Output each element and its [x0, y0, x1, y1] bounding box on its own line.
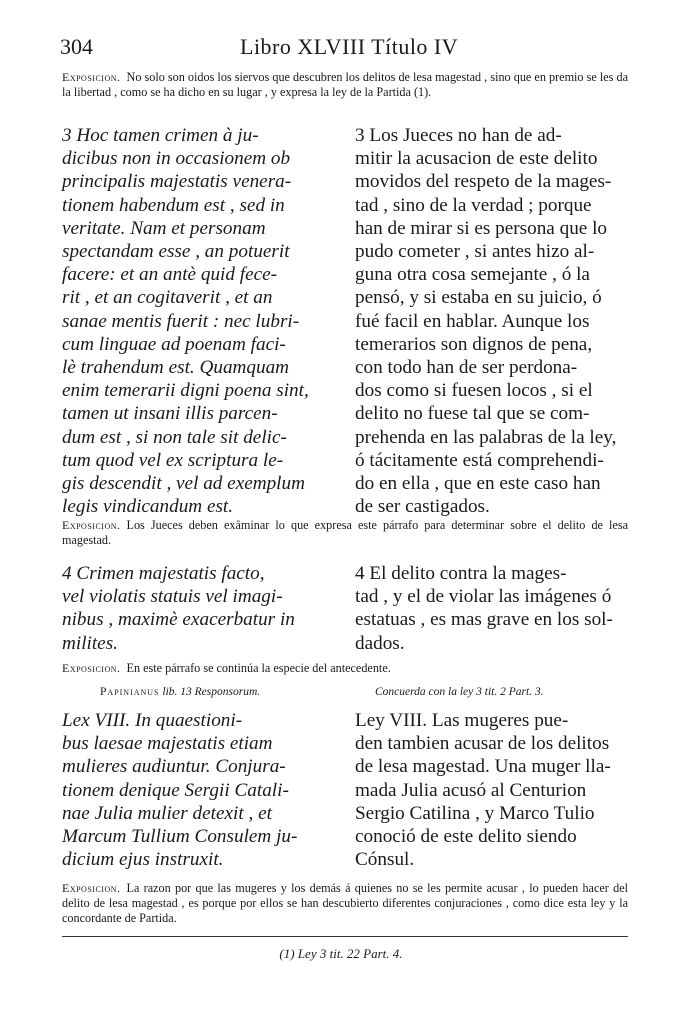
latin-line: principalis majestatis venera- — [62, 171, 292, 193]
latin-line: spectandam esse , an potuerit — [62, 241, 290, 263]
latin-line: tionem habendum est , sed in — [62, 194, 285, 216]
latin-paragraph-4 — [62, 562, 334, 655]
latin-line: tamen ut insani illis parcen- — [62, 403, 278, 425]
footnote: (1) Ley 3 tit. 22 Part. 4. — [279, 946, 403, 961]
citation-source: lib. 13 Responsorum. — [162, 686, 261, 698]
latin-line: dum est , si non tale sit delic- — [62, 426, 287, 448]
spanish-line: dados. — [355, 632, 405, 654]
spanish-line: conoció de este delito siendo — [355, 826, 577, 848]
citation-author: Papinianus — [100, 686, 160, 698]
spanish-line: prehenda en las palabras de la ley, — [355, 426, 617, 448]
exposicion-note-3 — [62, 661, 628, 676]
spanish-line: mitir la acusacion de este delito — [355, 148, 598, 170]
latin-line: tionem denique Sergii Catali- — [62, 779, 289, 801]
spanish-line: estatuas , es mas grave en los sol- — [355, 609, 613, 631]
spanish-line: tad , sino de la verdad ; porque — [355, 194, 592, 216]
latin-line: legis vindicandum est. — [62, 496, 234, 518]
spanish-line: den tambien acusar de los delitos — [355, 733, 610, 755]
spanish-line: tad , y el de violar las imágenes ó — [355, 586, 612, 608]
spanish-line: con todo han de ser perdona- — [355, 357, 578, 379]
exposicion-text: No solo son oidos los siervos que descubren los delitos de lesa magestad , sino que en premio se les da la libertad , como se ha dicho en su lugar , y expresa la ley de la Partida (1). — [62, 70, 628, 99]
spanish-line: de lesa magestad. Una muger lla- — [355, 756, 611, 778]
latin-line: nae Julia mulier detexit , et — [62, 802, 272, 824]
spanish-line: fué facil en hablar. Aunque los — [355, 310, 590, 332]
latin-line: mulieres audiuntur. Conjura- — [62, 756, 286, 778]
spanish-line: dos como si fuesen locos , si el — [355, 380, 593, 402]
spanish-line: Ley VIII. Las mugeres pue- — [355, 710, 569, 731]
latin-line: 4 Crimen majestatis facto, — [62, 563, 265, 584]
latin-lex-8 — [62, 709, 334, 871]
latin-line: bus laesae majestatis etiam — [62, 733, 273, 755]
exposicion-note-4 — [62, 881, 628, 926]
latin-line: gis descendit , vel ad exemplum — [62, 473, 305, 495]
citation-concordance: Concuerda con la ley 3 tit. 2 Part. 3. — [375, 686, 544, 698]
spanish-line: Sergio Catilina , y Marco Tulio — [355, 802, 595, 824]
spanish-ley-8 — [355, 709, 623, 871]
spanish-line: 3 Los Jueces no han de ad- — [355, 125, 562, 146]
exposicion-label: Exposicion. — [62, 661, 121, 675]
latin-line: 3 Hoc tamen crimen à ju- — [62, 125, 259, 146]
exposicion-text: La razon por que las mugeres y los demás á quienes no se les permite acusar , lo pueden hacer del delito de lesa magestad , es porque por ellos se han descubierto diferentes conjuraciones , como dice esta ley y la concordante de Partida. — [62, 881, 628, 925]
spanish-line: pudo cometer , si antes hizo al- — [355, 241, 595, 263]
exposicion-text: Los Jueces deben exâminar lo que expresa este párrafo para determinar sobre el delito de lesa magestad. — [62, 518, 628, 547]
spanish-line: de ser castigados. — [355, 496, 490, 518]
latin-line: enim temerarii digni poena sint, — [62, 380, 309, 402]
latin-line: Lex VIII. In quaestioni- — [62, 710, 243, 731]
exposicion-note-2 — [62, 518, 628, 548]
latin-line: dicibus non in occasionem ob — [62, 148, 291, 170]
latin-line: sanae mentis fuerit : nec lubri- — [62, 310, 300, 332]
page-number: 304 — [60, 34, 93, 59]
exposicion-text: En este párrafo se continúa la especie del antecedente. — [126, 661, 391, 675]
latin-paragraph-3 — [62, 124, 334, 518]
exposicion-label: Exposicion. — [62, 518, 121, 532]
exposicion-label: Exposicion. — [62, 70, 121, 84]
latin-line: tum quod vel ex scriptura le- — [62, 449, 284, 471]
spanish-line: temerarios son dignos de pena, — [355, 333, 593, 355]
spanish-line: Cónsul. — [355, 849, 415, 871]
latin-line: facere: et an antè quid fece- — [62, 264, 278, 286]
spanish-line: 4 El delito contra la mages- — [355, 563, 567, 584]
spanish-line: mada Julia acusó al Centurion — [355, 779, 587, 801]
latin-line: dicium ejus instruxit. — [62, 849, 224, 871]
page-header — [60, 34, 630, 66]
spanish-paragraph-4 — [355, 562, 623, 655]
running-title: Libro XLVIII Título IV — [240, 34, 459, 59]
exposicion-note-1 — [62, 70, 628, 100]
footnote-divider — [62, 936, 628, 937]
latin-line: milites. — [62, 632, 118, 654]
latin-line: nibus , maximè exacerbatur in — [62, 609, 295, 631]
latin-line: vel violatis statuis vel imagi- — [62, 586, 283, 608]
latin-line: veritate. Nam et personam — [62, 217, 266, 239]
spanish-line: movidos del respeto de la mages- — [355, 171, 612, 193]
exposicion-label: Exposicion. — [62, 881, 121, 895]
spanish-line: guna otra cosa semejante , ó la — [355, 264, 590, 286]
spanish-line: do en ella , que en este caso han — [355, 473, 601, 495]
latin-line: cum linguae ad poenam faci- — [62, 333, 286, 355]
spanish-line: ó tácitamente está comprehendi- — [355, 449, 604, 471]
spanish-line: delito no fuese tal que se com- — [355, 403, 590, 425]
spanish-line: pensó, y si estaba en su juicio, ó — [355, 287, 602, 309]
latin-line: lè trahendum est. Quamquam — [62, 357, 290, 379]
latin-line: Marcum Tullium Consulem ju- — [62, 826, 298, 848]
spanish-line: han de mirar si es persona que lo — [355, 217, 608, 239]
citation-latin — [100, 686, 260, 698]
latin-line: rit , et an cogitaverit , et an — [62, 287, 273, 309]
spanish-paragraph-3 — [355, 124, 623, 518]
